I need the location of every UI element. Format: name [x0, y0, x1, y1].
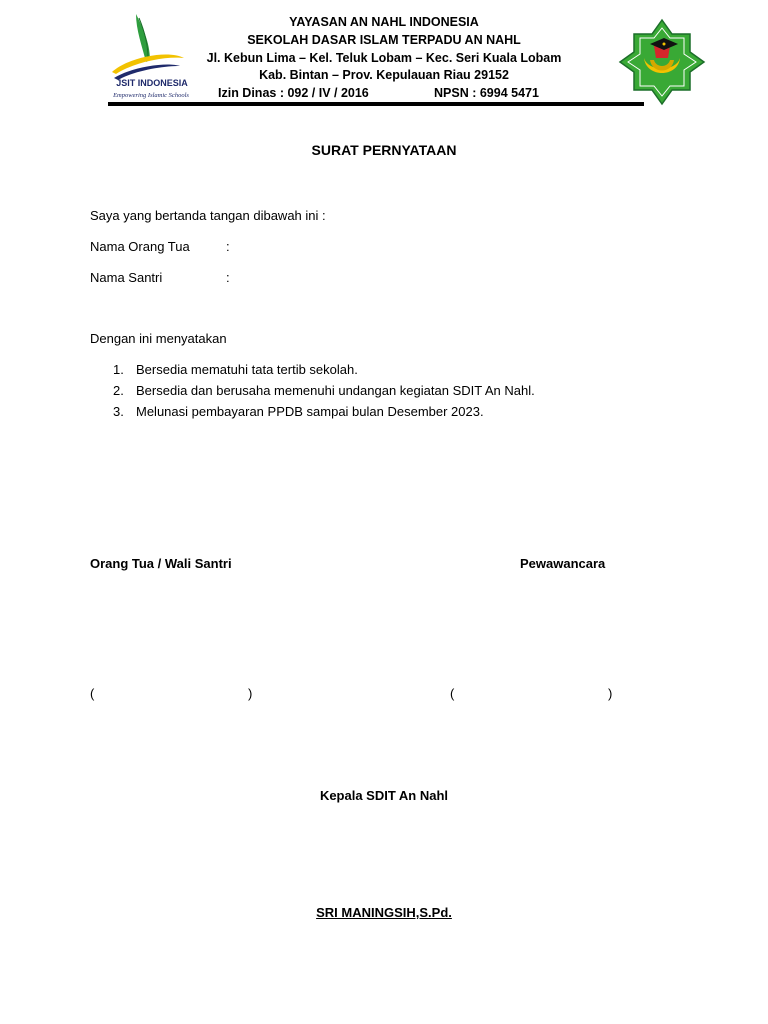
region-line: Kab. Bintan – Prov. Kepulauan Riau 29152	[259, 68, 509, 82]
field-label-student: Nama Santri	[90, 270, 163, 285]
permit-number: Izin Dinas : 092 / IV / 2016	[218, 86, 369, 100]
school-name: SEKOLAH DASAR ISLAM TERPADU AN NAHL	[247, 33, 521, 47]
npsn-number: NPSN : 6994 5471	[434, 86, 539, 100]
address-line: Jl. Kebun Lima – Kel. Teluk Lobam – Kec. Seri Kuala Lobam	[206, 51, 562, 65]
letterhead-divider	[108, 102, 644, 106]
head-name: SRI MANINGSIH,S.Pd.	[316, 905, 452, 920]
intro-text: Saya yang bertanda tangan dibawah ini :	[90, 208, 326, 223]
field-label-parent: Nama Orang Tua	[90, 239, 190, 254]
jsit-logo-name: JSIT INDONESIA	[116, 78, 188, 88]
list-item-number: 3.	[113, 404, 124, 419]
list-item: Bersedia dan berusaha memenuhi undangan kegiatan SDIT An Nahl.	[136, 383, 535, 398]
head-signature-label: Kepala SDIT An Nahl	[319, 788, 449, 803]
statement-text: Dengan ini menyatakan	[90, 331, 227, 346]
interviewer-signature-open: (	[450, 686, 455, 701]
interviewer-signature-close: )	[608, 686, 613, 701]
field-colon-student: :	[226, 270, 230, 285]
interviewer-signature-label: Pewawancara	[520, 556, 606, 571]
field-colon-parent: :	[226, 239, 230, 254]
list-item-number: 2.	[113, 383, 124, 398]
jsit-logo-tagline: Empowering Islamic Schools	[113, 92, 189, 99]
list-item-number: 1.	[113, 362, 124, 377]
parent-signature-close: )	[248, 686, 253, 701]
list-item: Bersedia mematuhi tata tertib sekolah.	[136, 362, 358, 377]
document-title: SURAT PERNYATAAN	[311, 142, 457, 158]
parent-signature-label: Orang Tua / Wali Santri	[90, 556, 232, 571]
parent-signature-open: (	[90, 686, 95, 701]
list-item: Melunasi pembayaran PPDB sampai bulan Desember 2023.	[136, 404, 484, 419]
foundation-name: YAYASAN AN NAHL INDONESIA	[289, 15, 479, 29]
